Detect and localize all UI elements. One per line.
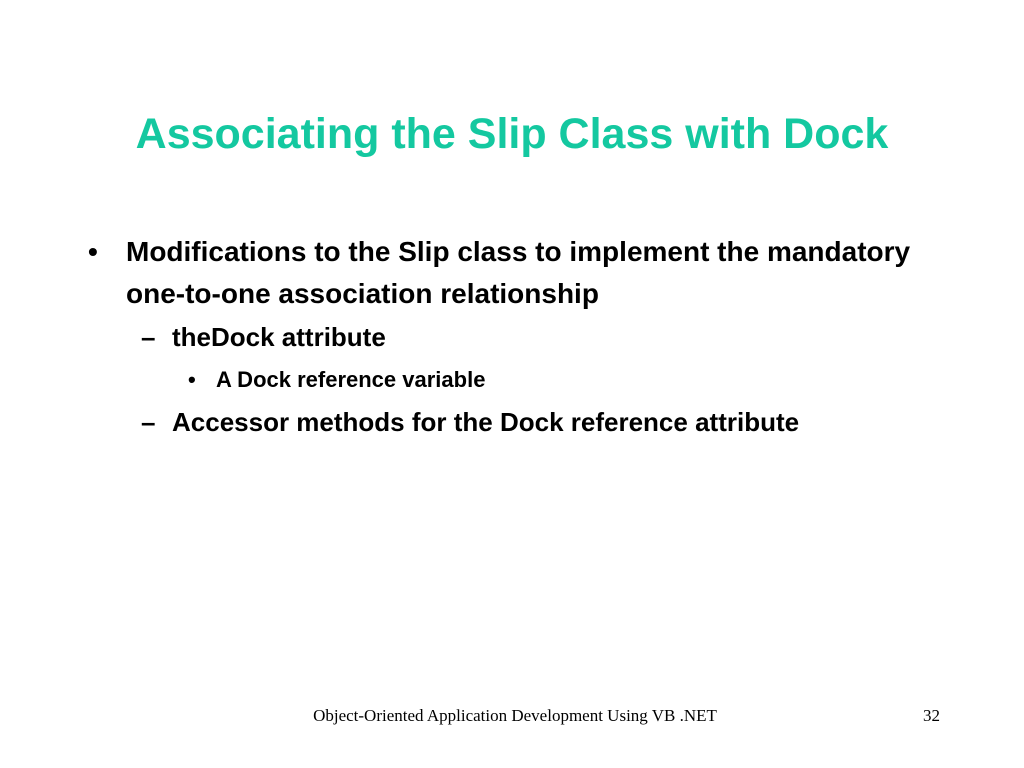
dash-marker: – bbox=[141, 322, 156, 352]
slide-title: Associating the Slip Class with Dock bbox=[135, 110, 889, 158]
dash-marker: – bbox=[141, 407, 156, 437]
bullet-level3-text: A Dock reference variable bbox=[216, 367, 486, 392]
bullet-marker: • bbox=[188, 367, 196, 392]
footer-text: Object-Oriented Application Development Using VB .NET bbox=[313, 706, 717, 725]
bullet-level2-text: theDock attribute bbox=[172, 322, 386, 352]
bullet-marker: • bbox=[88, 236, 98, 267]
bullet-level1-text: Modifications to the Slip class to implement the mandatory one-to-one association relationship bbox=[126, 236, 911, 309]
page-number: 32 bbox=[923, 706, 940, 725]
bullet-level2-text: Accessor methods for the Dock reference attribute bbox=[172, 407, 800, 437]
